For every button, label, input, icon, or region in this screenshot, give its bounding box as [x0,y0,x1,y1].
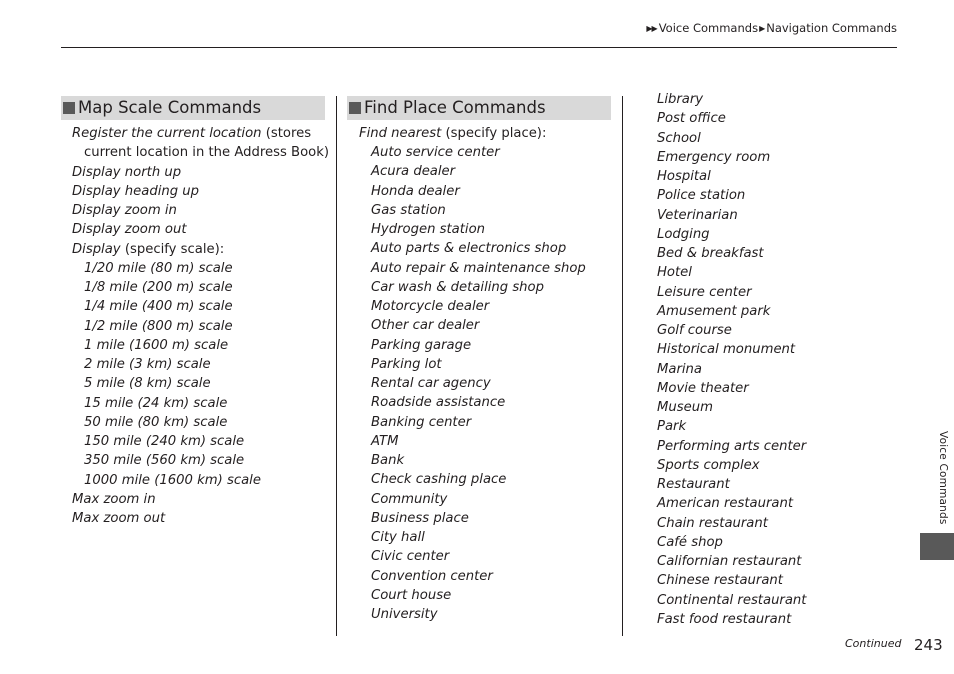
list-item: Chinese restaurant [657,573,783,589]
list-item: 5 mile (8 km) scale [84,376,211,392]
list-item: Auto parts & electronics shop [371,241,567,257]
list-item: Display north up [72,164,182,180]
list-item: University [371,607,438,622]
list-item: American restaurant [657,496,793,512]
list-item: Hotel [657,265,692,281]
list-item: Golf course [657,323,732,338]
list-item: Californian restaurant [657,554,802,569]
list-item: Honda dealer [371,183,460,199]
square-bullet-icon [349,102,361,114]
find-place-list-col2 [371,143,586,624]
list-item: Banking center [371,414,472,430]
column-divider-2 [622,96,623,636]
header-divider [61,47,897,48]
register-location-note-cont: current location in the Address Book) [84,145,330,161]
list-item: Sports complex [657,457,760,473]
find-place-heading [347,96,611,120]
map-scale-title: Map Scale Commands [78,98,262,117]
list-item: Check cashing place [371,472,507,488]
list-item: Lodging [657,226,710,242]
list-item: 1000 mile (1600 km) scale [84,472,261,488]
list-item: 2 mile (3 km) scale [84,357,211,372]
find-place-title: Find Place Commands [364,98,546,117]
list-item [72,124,329,143]
list-item: Max zoom in [72,491,156,507]
list-item: Auto service center [371,145,500,160]
side-tab[interactable] [920,533,954,560]
list-item: Museum [657,400,713,415]
breadcrumb-item-navigation-commands[interactable]: Navigation Commands [766,21,897,35]
list-item: Other car dealer [371,318,480,334]
list-item [72,240,329,259]
list-item: Leisure center [657,284,752,300]
display-command: Display [72,241,121,257]
list-item: Police station [657,188,746,204]
list-item: Car wash & detailing shop [371,279,544,295]
list-item: Performing arts center [657,438,807,454]
list-item: Fast food restaurant [657,611,792,627]
list-item: Roadside assistance [371,395,506,411]
list-item: Movie theater [657,380,749,396]
list-item: Acura dealer [371,164,456,180]
register-location-command: Register the current location [72,126,262,141]
list-item: Bank [371,453,405,468]
list-item: Emergency room [657,149,771,165]
list-item: 1/2 mile (800 m) scale [84,318,233,334]
list-item: Veterinarian [657,207,738,223]
double-triangle-right-icon: ▶▶ [646,23,657,33]
list-item: Civic center [371,549,450,565]
list-item: Auto repair & maintenance shop [371,260,586,276]
continued-label: Continued [845,637,902,650]
map-scale-heading [61,96,325,120]
breadcrumb-item-voice-commands[interactable]: Voice Commands [658,21,759,35]
list-item: Chain restaurant [657,515,768,531]
list-item: Bed & breakfast [657,246,764,261]
list-item: Parking lot [371,356,442,372]
list-item: Display heading up [72,183,200,199]
list-item: 1/4 mile (400 m) scale [84,299,233,315]
list-item: 350 mile (560 km) scale [84,453,245,469]
list-item: Display zoom in [72,203,177,218]
find-place-list-col3 [657,90,806,629]
display-note: (specify scale): [120,241,225,257]
list-item: Hydrogen station [371,222,485,237]
column-divider-1 [336,96,337,636]
breadcrumb [646,21,897,35]
list-item: Gas station [371,202,446,218]
list-item [359,124,546,143]
register-location-note: (stores [261,126,312,141]
list-item: 1 mile (1600 m) scale [84,337,229,353]
map-scale-command-list [72,124,329,528]
list-item: ATM [371,433,399,449]
list-item: Business place [371,510,469,526]
list-item: Display zoom out [72,222,187,238]
find-nearest-command: Find nearest [359,126,442,141]
list-item: 1/8 mile (200 m) scale [84,280,233,295]
list-item: Motorcycle dealer [371,299,490,314]
list-item: Max zoom out [72,511,166,526]
list-item: Library [657,92,704,107]
side-tab-label: Voice Commands [937,431,949,525]
list-item: Amusement park [657,303,771,319]
list-item: Community [371,491,448,507]
list-item: 15 mile (24 km) scale [84,395,228,411]
list-item: Continental restaurant [657,592,807,608]
square-bullet-icon [63,102,75,114]
list-item: Post office [657,111,726,127]
list-item [72,143,329,162]
list-item: Historical monument [657,342,796,358]
list-item: Court house [371,587,452,603]
list-item: School [657,130,701,146]
triangle-right-icon: ▶ [759,23,766,33]
list-item: Park [657,419,687,435]
page-number: 243 [914,636,943,654]
list-item: Marina [657,361,702,377]
list-item: 150 mile (240 km) scale [84,434,245,449]
find-place-command-list [359,124,546,143]
list-item: Hospital [657,169,711,184]
list-item: Convention center [371,568,493,584]
list-item: Restaurant [657,477,730,492]
list-item: Parking garage [371,337,472,353]
list-item: 1/20 mile (80 m) scale [84,260,233,276]
list-item: City hall [371,530,425,545]
find-nearest-note: (specify place): [441,126,547,141]
list-item: Rental car agency [371,376,491,391]
list-item: 50 mile (80 km) scale [84,414,228,430]
list-item: Café shop [657,534,723,550]
